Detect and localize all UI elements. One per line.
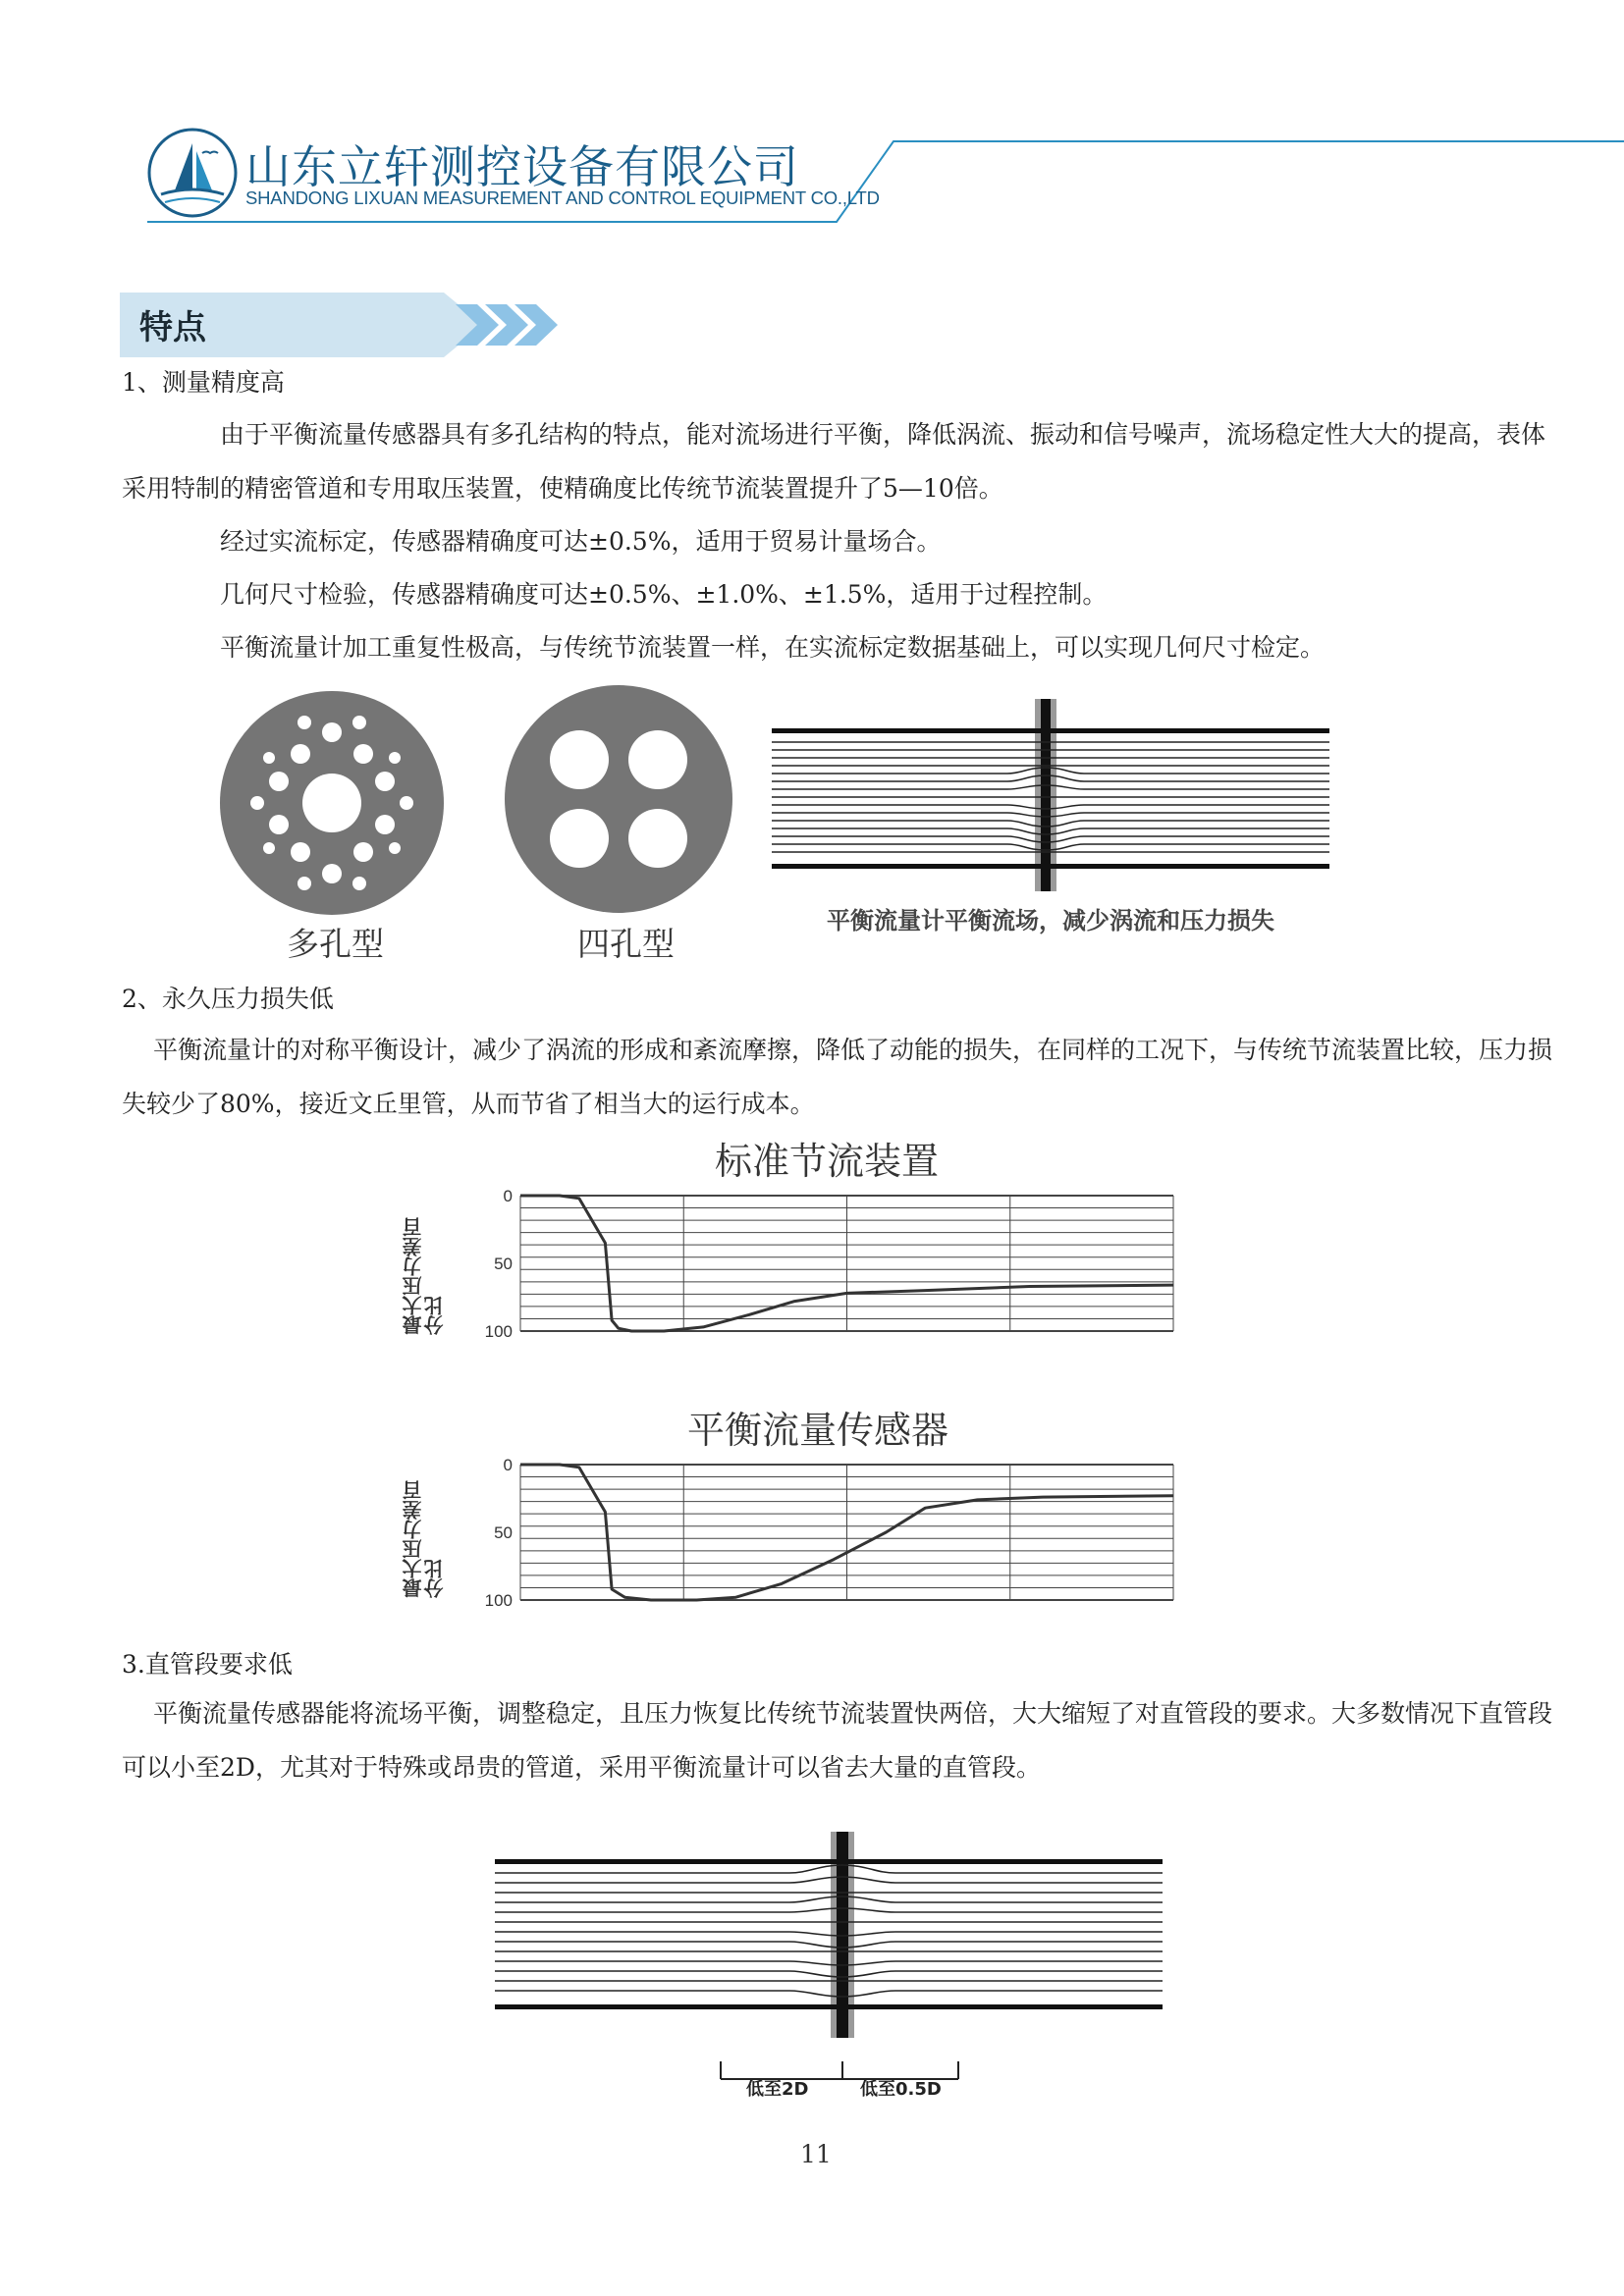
company-logo-icon xyxy=(145,126,240,220)
feature-1-paragraph-1: 由于平衡流量传感器具有多孔结构的特点，能对流场进行平衡，降低涡流、振动和信号噪声，流场稳定性大大的提高，表体采用特制的精密管道和专用取压装置，使精确度比传统节流装置提升了5—10倍。 xyxy=(122,420,1546,503)
chart-2-ytick-label: 100 xyxy=(484,1591,513,1610)
dim-label-2d: 低至2D xyxy=(746,2079,809,2100)
chart-1-ytick-label: 0 xyxy=(503,1187,513,1205)
chart-2 xyxy=(442,1443,1188,1620)
four-hole-plate-image xyxy=(503,683,734,915)
chart-1-grid xyxy=(520,1196,1173,1331)
feature-1-paragraph-2: 经过实流标定，传感器精确度可达±0.5%，适用于贸易计量场合。 xyxy=(220,527,942,556)
flow-diagram-caption: 平衡流量计平衡流场，减少涡流和压力损失 xyxy=(827,907,1274,934)
chart-2-ytick-label: 0 xyxy=(503,1456,513,1474)
chart-1-ticks xyxy=(485,1187,513,1341)
feature-1-heading: 1、测量精度高 xyxy=(122,368,285,397)
page-number: 11 xyxy=(800,2140,832,2168)
feature-2-heading: 2、永久压力损失低 xyxy=(122,985,334,1013)
chart-2-ytick-label: 50 xyxy=(494,1523,513,1542)
feature-2-paragraph-1: 平衡流量计的对称平衡设计，减少了涡流的形成和紊流摩擦，降低了动能的损失，在同样的工况下，与传统节流装置比较，压力损失较少了80%，接近文丘里管，从而节省了相当大的运行成本。 xyxy=(122,1036,1553,1118)
company-name-cn: 山东立轩测控设备有限公司 xyxy=(245,140,799,193)
chart-1-ytick-label: 100 xyxy=(484,1322,513,1341)
feature-3-heading: 3.直管段要求低 xyxy=(122,1650,293,1679)
section-title: 特点 xyxy=(139,308,206,347)
chart-1-title: 标准节流装置 xyxy=(715,1140,940,1183)
feature-3-paragraph-1: 平衡流量传感器能将流场平衡，调整稳定，且压力恢复比传统节流装置快两倍，大大缩短了对直管段的要求。大多数情况下直管段可以小至2D，尤其对于特殊或昂贵的管道，采用平衡流量计可以省去大量的直管段。 xyxy=(122,1699,1553,1782)
four-hole-label: 四孔型 xyxy=(577,925,675,963)
straight-pipe-flow-diagram xyxy=(495,1832,1163,2097)
chart-1 xyxy=(442,1174,1188,1351)
dim-label-0-5d: 低至0.5D xyxy=(860,2079,942,2100)
feature-1-paragraph-3: 几何尺寸检验，传感器精确度可达±0.5%、±1.0%、±1.5%，适用于过程控制。 xyxy=(220,580,1108,609)
chart-2-ylabel: 最大压力差百分比 xyxy=(402,1480,447,1598)
balanced-flow-diagram xyxy=(772,699,1329,891)
chart-2-grid xyxy=(520,1465,1173,1600)
company-name-en: SHANDONG LIXUAN MEASUREMENT AND CONTROL EQUIPMENT CO.,LTD xyxy=(245,187,880,208)
chart-1-ytick-label: 50 xyxy=(494,1255,513,1273)
chart-1-ylabel: 最大压力差百分比 xyxy=(402,1217,447,1335)
feature-1-paragraph-4: 平衡流量计加工重复性极高，与传统节流装置一样，在实流标定数据基础上，可以实现几何尺寸检定。 xyxy=(220,633,1326,662)
chart-2-ticks xyxy=(485,1456,513,1610)
chart-2-title: 平衡流量传感器 xyxy=(687,1409,949,1452)
multi-hole-label: 多孔型 xyxy=(287,925,384,963)
multi-hole-plate-image xyxy=(218,689,446,917)
